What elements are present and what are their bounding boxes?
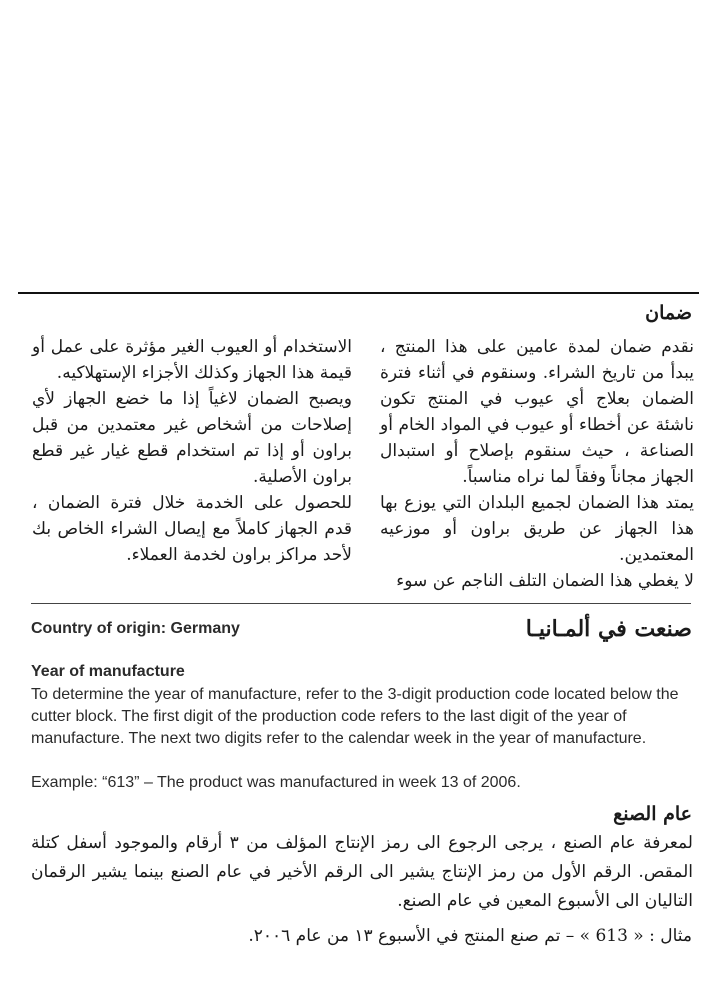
country-of-origin-arabic: صنعت في ألمـانيـا [525,616,692,642]
year-of-manufacture-example-arabic: مثال : « 613 » – تم صنع المنتج في الأسبوع ١٣ من عام ٢٠٠٦. [248,926,692,946]
warranty-paragraph: لا يغطي هذا الضمان التلف الناجم عن سوء [396,571,694,591]
country-of-origin-english: Country of origin: Germany [31,620,240,637]
warranty-paragraph: يمتد هذا الضمان لجميع البلدان التي يوزع بها هذا الجهاز عن طريق براون أو موزعيه المعتمدين. [380,493,694,565]
section-divider [31,603,691,604]
warranty-heading-arabic: ضمان [645,302,692,324]
warranty-paragraph: للحصول على الخدمة خلال فترة الضمان ، قدم الجهاز كاملاً مع إيصال الشراء الخاص بك لأحد مراكز براون لخدمة العملاء. [32,493,352,565]
warranty-paragraph: ويصبح الضمان لاغياً إذا ما خضع الجهاز لأي إصلاحات من أشخاص غير معتمدين من قبل براون أو إذا تم استخدام قطع غيار غير قطع براون الأصلية. [32,389,352,487]
year-of-manufacture-example-english: Example: “613” – The product was manufactured in week 13 of 2006. [31,774,521,791]
warranty-column-left [32,334,352,568]
warranty-paragraph: الاستخدام أو العيوب الغير مؤثرة على عمل أو قيمة هذا الجهاز وكذلك الأجزاء الإستهلاكيه. [32,337,352,383]
year-of-manufacture-body-arabic: لمعرفة عام الصنع ، يرجى الرجوع الى رمز الإنتاج المؤلف من ٣ أرقام والموجود أسفل كتلة المقص. الرقم الأول من رمز الإنتاج يشير الى الرقم الأخير في عام الصنع بينما يشير الرقمان التاليان الى الأسبوع المعين في عام الصنع. [31,833,693,911]
top-divider [18,292,699,294]
warranty-column-right [380,334,694,594]
year-of-manufacture-title-arabic: عام الصنع [613,803,692,825]
year-of-manufacture-body-english: To determine the year of manufacture, refer to the 3-digit production code located below the cutter block. The first digit of the production code refers to the last digit of the year of manufacture. The next two digits refer to the calendar week in the year of manufacture. [31,686,679,747]
warranty-paragraph: نقدم ضمان لمدة عامين على هذا المنتج ، يبدأ من تاريخ الشراء. وسنقوم في أثناء فترة الضمان بعلاج أي عيوب في المنتج تكون ناشئة عن أخطاء أو عيوب في المواد الخام أو الصناعة ، حيث سنقوم بإصلاح أو استبدال الجهاز مجاناً وفقاً لما نراه مناسباً. [380,337,694,487]
year-of-manufacture-title-english: Year of manufacture [31,663,185,680]
